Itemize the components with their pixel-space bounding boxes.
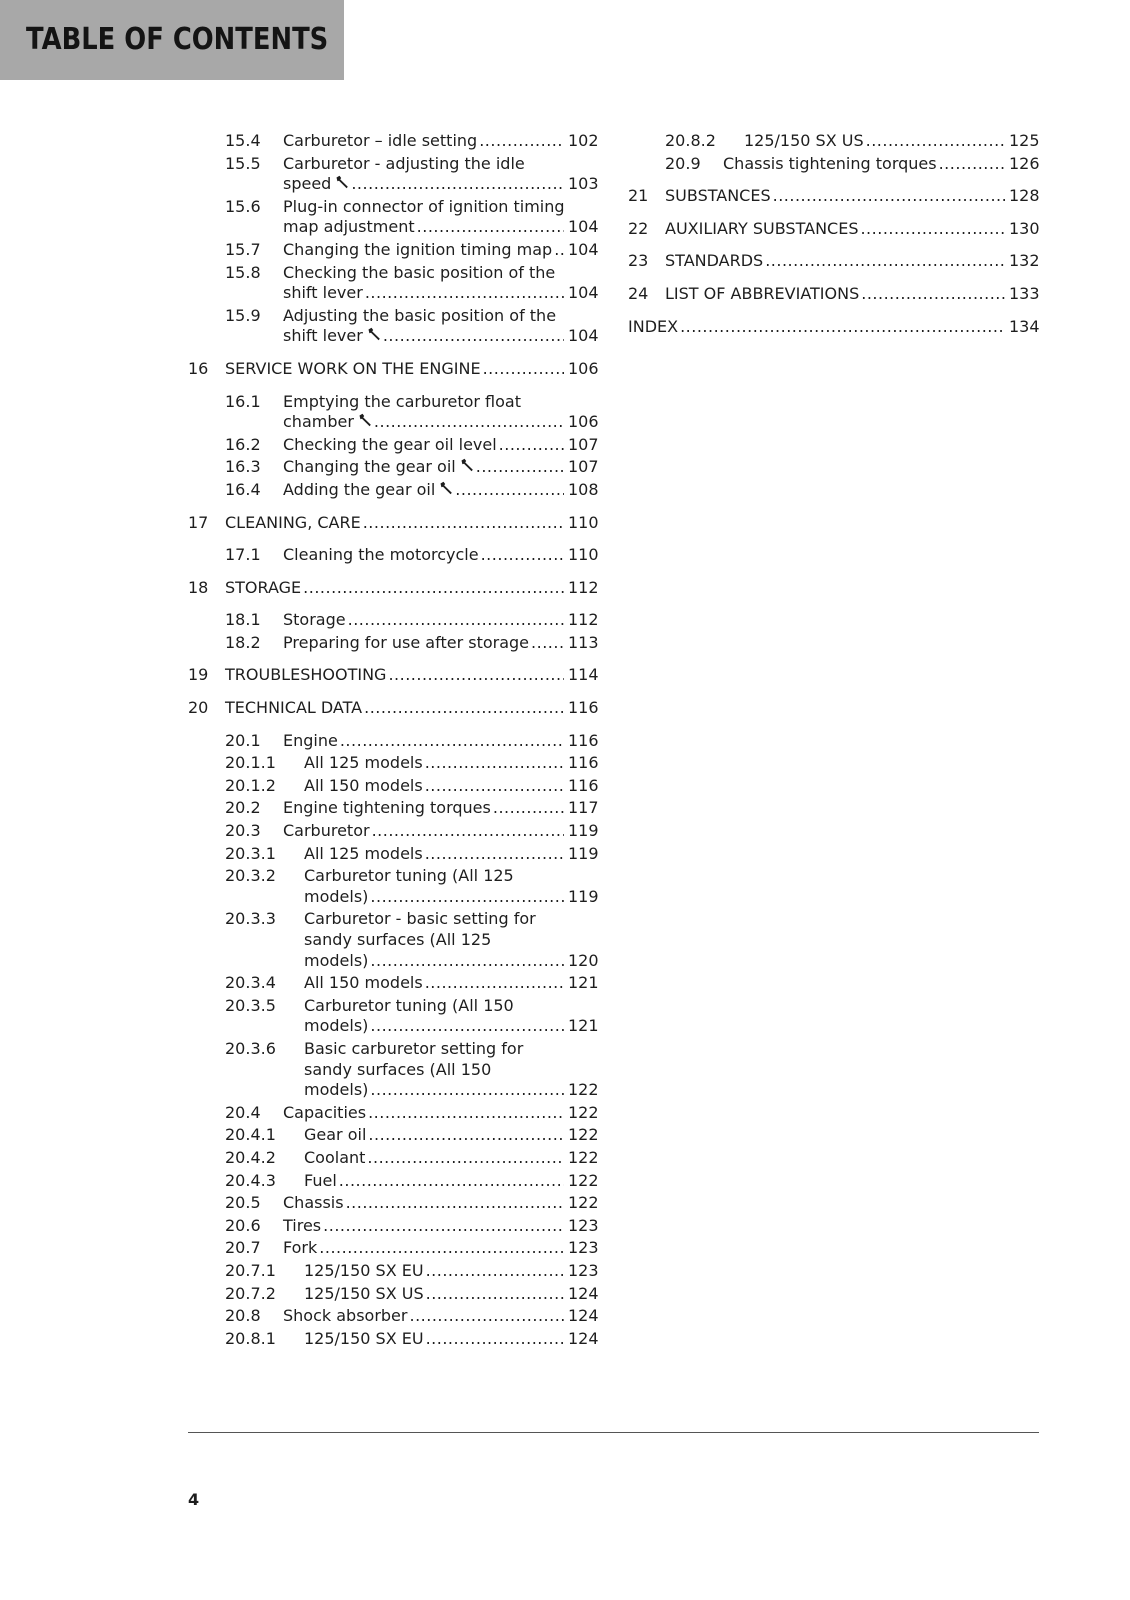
leader-dots [363, 513, 564, 534]
toc-entry[interactable] [188, 457, 598, 478]
toc-entry-number: 18 [188, 577, 209, 597]
leader-dots [425, 844, 564, 865]
toc-entry-number: 20.3 [225, 821, 261, 841]
toc-entry-title: chamber [283, 412, 354, 432]
toc-entry-page: 104 [568, 239, 599, 259]
leader-dots [370, 887, 564, 908]
toc-entry-title: Carburetor [283, 821, 370, 841]
toc-entry-page: 124 [568, 1306, 599, 1326]
toc-entry-number: 17 [188, 512, 209, 532]
toc-entry-number: 20.3.1 [225, 843, 276, 863]
toc-entry[interactable] [188, 1103, 598, 1124]
leader-dots [417, 217, 564, 238]
toc-entry-number: 17.1 [225, 545, 261, 565]
toc-entry[interactable] [188, 545, 598, 566]
toc-entry-page: 119 [568, 886, 599, 906]
leader-dots [303, 578, 564, 599]
toc-entry-title: Shock absorber [283, 1306, 408, 1326]
toc-entry-number: 15.7 [225, 239, 261, 259]
toc-entry-number: 18.2 [225, 632, 261, 652]
leader-dots [481, 545, 564, 566]
toc-entry-number: 20.1.1 [225, 753, 276, 773]
toc-entry-title: Preparing for use after storage [283, 632, 530, 652]
toc-entry-title: TROUBLESHOOTING [225, 665, 387, 685]
leader-dots [370, 951, 564, 972]
toc-entry-page: 114 [568, 665, 599, 685]
toc-entry-title: shift lever [283, 326, 363, 346]
toc-entry[interactable] [188, 844, 598, 865]
toc-entry-page: 102 [568, 131, 599, 150]
leader-dots [939, 154, 1005, 175]
leader-dots [479, 131, 564, 152]
toc-entry[interactable] [188, 1171, 598, 1192]
toc-entry-number: 20.4.2 [225, 1147, 276, 1167]
leader-dots [425, 753, 564, 774]
toc-entry-number: 15.6 [225, 196, 261, 216]
toc-entry-page: 110 [568, 512, 599, 532]
toc-entry-number: 19 [188, 665, 209, 685]
toc-entry-number: 20.4.3 [225, 1170, 276, 1190]
toc-entry-page: 103 [568, 174, 599, 194]
toc-entry[interactable] [188, 1284, 598, 1305]
toc-entry[interactable] [188, 1039, 598, 1101]
toc-entry-number: 24 [628, 283, 649, 303]
toc-entry-page: 119 [568, 843, 599, 863]
toc-entry-number: 20.3.2 [225, 866, 276, 886]
toc-entry-title: All 150 models [304, 775, 423, 795]
toc-entry-page: 121 [568, 1016, 599, 1036]
toc-entry-title: sandy surfaces (All 125 [304, 930, 492, 949]
toc-entry-title: STORAGE [225, 577, 302, 597]
page-title: TABLE OF CONTENTS [26, 22, 329, 57]
toc-entry-page: 110 [568, 545, 599, 565]
toc-entry-page: 113 [568, 632, 599, 652]
toc-entry-page: 123 [568, 1260, 599, 1280]
toc-entry-page: 123 [568, 1215, 599, 1235]
toc-entry[interactable] [628, 317, 1039, 338]
page-number: 4 [188, 1490, 200, 1509]
toc-entry-number: 20.9 [665, 153, 701, 173]
toc-entry[interactable] [188, 698, 598, 719]
toc-entry-title: Engine [283, 730, 338, 750]
toc-entry-page: 116 [568, 730, 599, 750]
toc-entry-number: 16 [188, 358, 209, 378]
toc-entry[interactable] [188, 1125, 598, 1146]
toc-entry-title: Chassis tightening torques [723, 153, 937, 173]
toc-entry-title: Gear oil [304, 1125, 367, 1145]
toc-entry-page: 108 [568, 479, 599, 499]
toc-entry-page: 123 [568, 1238, 599, 1258]
toc-entry-title: models) [304, 950, 369, 970]
toc-entry-title: INDEX [628, 316, 679, 336]
toc-entry[interactable] [188, 263, 598, 304]
toc-entry-title: LIST OF ABBREVIATIONS [665, 283, 860, 303]
toc-entry-title: models) [304, 886, 369, 906]
toc-entry-number: 16.3 [225, 457, 261, 477]
toc-entry-page: 124 [568, 1328, 599, 1348]
toc-entry-page: 107 [568, 434, 599, 454]
leader-dots [368, 1125, 564, 1146]
toc-entry-page: 112 [568, 577, 599, 597]
toc-entry-number: 18.1 [225, 610, 261, 630]
toc-entry-number: 20.3.3 [225, 909, 276, 929]
leader-dots [866, 131, 1005, 152]
toc-entry-page: 122 [568, 1125, 599, 1145]
toc-entry-number: 20.7.1 [225, 1260, 276, 1280]
toc-entry[interactable] [188, 154, 598, 195]
toc-entry[interactable] [188, 1329, 598, 1350]
leader-dots [364, 698, 564, 719]
toc-entry-title: Basic carburetor setting for [304, 1038, 524, 1058]
toc-entry[interactable] [188, 435, 598, 456]
toc-entry[interactable] [188, 1261, 598, 1282]
toc-entry-page: 112 [568, 610, 599, 630]
toc-entry-title: TECHNICAL DATA [225, 698, 363, 718]
toc-entry-title: Adjusting the basic position of the [283, 305, 557, 325]
toc-entry-number: 15.5 [225, 153, 261, 173]
toc-entry-title: Emptying the carburetor float [283, 391, 521, 411]
toc-entry-title: Engine tightening torques [283, 798, 491, 818]
leader-dots [367, 1148, 564, 1169]
toc-entry-page: 104 [568, 217, 599, 237]
leader-dots [351, 174, 564, 195]
toc-entry-title: Carburetor - basic setting for [304, 909, 536, 929]
toc-entry-title: speed [283, 174, 332, 194]
toc-entry-page: 117 [568, 798, 599, 818]
leader-dots [426, 1284, 564, 1305]
toc-entry-title: 125/150 SX US [744, 131, 864, 150]
toc-entry-number: 20.7.2 [225, 1283, 276, 1303]
toc-entry-title: SERVICE WORK ON THE ENGINE [225, 358, 481, 378]
toc-entry-page: 104 [568, 283, 599, 303]
toc-entry[interactable] [188, 776, 598, 797]
toc-entry[interactable] [188, 240, 598, 261]
toc-entry[interactable] [188, 578, 598, 599]
leader-dots [773, 186, 1005, 207]
toc-entry[interactable] [188, 197, 598, 238]
toc-entry-title: All 150 models [304, 973, 423, 993]
toc-column-left [188, 131, 598, 1349]
toc-entry-page: 116 [568, 698, 599, 718]
toc-entry-title: STANDARDS [665, 251, 764, 271]
toc-entry[interactable] [188, 392, 598, 433]
toc-entry-page: 119 [568, 821, 599, 841]
toc-entry-number: 20.4 [225, 1102, 261, 1122]
toc-entry-page: 116 [568, 753, 599, 773]
toc-entry[interactable] [628, 219, 1039, 240]
toc-entry[interactable] [188, 731, 598, 752]
toc-entry-number: 21 [628, 186, 649, 206]
toc-entry-page: 122 [568, 1102, 599, 1122]
leader-dots [319, 1238, 564, 1259]
toc-entry-number: 15.4 [225, 131, 261, 150]
toc-entry-title: shift lever [283, 283, 363, 303]
toc-entry-number: 16.2 [225, 434, 261, 454]
leader-dots [861, 284, 1005, 305]
leader-dots [425, 973, 564, 994]
toc-entry-title: 125/150 SX US [304, 1283, 424, 1303]
toc-entry-number: 23 [628, 251, 649, 271]
header-bar [0, 0, 344, 80]
toc-entry[interactable] [628, 284, 1039, 305]
toc-entry-title: Carburetor – idle setting [283, 131, 478, 150]
toc-entry[interactable] [188, 753, 598, 774]
toc-entry-page: 128 [1009, 186, 1040, 206]
toc-entry-title: Capacities [283, 1102, 367, 1122]
leader-dots [493, 798, 564, 819]
toc-entry[interactable] [628, 154, 1039, 175]
toc-entry-title: sandy surfaces (All 150 [304, 1059, 492, 1079]
leader-dots [340, 731, 564, 752]
toc-entry-page: 134 [1009, 316, 1040, 336]
toc-entry-page: 122 [568, 1170, 599, 1190]
toc-entry[interactable] [188, 633, 598, 654]
leader-dots [680, 317, 1005, 338]
toc-entry-number: 22 [628, 218, 649, 238]
toc-column-right [628, 131, 1039, 337]
toc-entry-title: Carburetor tuning (All 150 [304, 995, 514, 1015]
toc-entry-page: 124 [568, 1283, 599, 1303]
toc-entry-number: 20.7 [225, 1238, 261, 1258]
toc-entry-number: 20.8.2 [665, 131, 716, 150]
toc-entry[interactable] [188, 480, 598, 501]
leader-dots [554, 240, 564, 261]
toc-entry[interactable] [188, 909, 598, 971]
toc-entry[interactable] [188, 610, 598, 631]
toc-entry-number: 15.8 [225, 262, 261, 282]
footer-rule [188, 1432, 1039, 1433]
leader-dots [383, 326, 564, 347]
toc-entry-title: Cleaning the motorcycle [283, 545, 479, 565]
leader-dots [365, 283, 564, 304]
toc-entry[interactable] [188, 1193, 598, 1214]
toc-entry[interactable] [188, 973, 598, 994]
toc-entry-number: 20.1.2 [225, 775, 276, 795]
toc-entry-page: 133 [1009, 283, 1040, 303]
toc-entry-page: 106 [568, 358, 599, 378]
toc-entry-number: 20.6 [225, 1215, 261, 1235]
toc-entry-page: 122 [568, 1193, 599, 1213]
leader-dots [374, 412, 564, 433]
toc-entry-number: 16.4 [225, 479, 261, 499]
toc-entry-title: Chassis [283, 1193, 344, 1213]
toc-entry-page: 116 [568, 775, 599, 795]
toc-entry-number: 20.4.1 [225, 1125, 276, 1145]
toc-entry-title: Plug-in connector of ignition timing [283, 196, 565, 216]
wrench-icon [367, 326, 381, 340]
toc-entry[interactable] [188, 1238, 598, 1259]
toc-entry-number: 20.3.4 [225, 973, 276, 993]
toc-entry-title: Carburetor tuning (All 125 [304, 866, 514, 886]
toc-entry-title: 125/150 SX EU [304, 1260, 424, 1280]
toc-entry-page: 104 [568, 326, 599, 346]
leader-dots [426, 1329, 564, 1350]
toc-entry-page: 126 [1009, 153, 1040, 173]
leader-dots [346, 1193, 564, 1214]
leader-dots [765, 251, 1005, 272]
toc-entry-title: CLEANING, CARE [225, 512, 361, 532]
toc-entry-number: 20.5 [225, 1193, 261, 1213]
toc-entry-title: All 125 models [304, 843, 423, 863]
toc-entry-page: 107 [568, 457, 599, 477]
wrench-icon [358, 412, 372, 426]
leader-dots [860, 219, 1005, 240]
toc-entry-title: Carburetor - adjusting the idle [283, 153, 525, 173]
toc-entry[interactable] [628, 186, 1039, 207]
toc-entry-page: 120 [568, 950, 599, 970]
leader-dots [388, 665, 564, 686]
toc-entry-number: 20.8 [225, 1306, 261, 1326]
toc-entry-title: Checking the basic position of the [283, 262, 556, 282]
toc-entry-title: map adjustment [283, 217, 415, 237]
toc-entry[interactable] [188, 306, 598, 347]
toc-entry-page: 121 [568, 973, 599, 993]
toc-entry-title: Fuel [304, 1170, 337, 1190]
leader-dots [455, 480, 564, 501]
toc-entry-number: 20.3.5 [225, 995, 276, 1015]
toc-entry-page: 125 [1009, 131, 1040, 150]
leader-dots [426, 1261, 564, 1282]
toc-entry-title: AUXILIARY SUBSTANCES [665, 218, 859, 238]
toc-entry[interactable] [188, 1216, 598, 1237]
toc-entry-page: 122 [568, 1080, 599, 1100]
leader-dots [348, 610, 564, 631]
leader-dots [425, 776, 564, 797]
leader-dots [409, 1306, 564, 1327]
toc-entry[interactable] [188, 513, 598, 534]
wrench-icon [335, 174, 349, 188]
wrench-icon [439, 480, 453, 494]
toc-entry-title: All 125 models [304, 753, 423, 773]
leader-dots [370, 1016, 564, 1037]
leader-dots [323, 1216, 564, 1237]
toc-entry[interactable] [188, 1306, 598, 1327]
toc-entry-title: Adding the gear oil [283, 479, 436, 499]
toc-entry-page: 132 [1009, 251, 1040, 271]
toc-entry-number: 15.9 [225, 305, 261, 325]
toc-entry-title: models) [304, 1016, 369, 1036]
toc-entry-number: 20.3.6 [225, 1038, 276, 1058]
leader-dots [531, 633, 564, 654]
toc-entry-title: Fork [283, 1238, 318, 1258]
toc-entry-title: SUBSTANCES [665, 186, 771, 206]
leader-dots [370, 1080, 564, 1101]
toc-entry-title: Storage [283, 610, 346, 630]
toc-entry-number: 20.8.1 [225, 1328, 276, 1348]
toc-entry-page: 122 [568, 1147, 599, 1167]
toc-entry-title: Tires [283, 1215, 322, 1235]
toc-entry-page: 130 [1009, 218, 1040, 238]
toc-entry[interactable] [188, 866, 598, 907]
toc-entry[interactable] [188, 821, 598, 842]
toc-entry-title: models) [304, 1080, 369, 1100]
toc-entry[interactable] [628, 131, 1039, 152]
leader-dots [339, 1171, 564, 1192]
toc-entry[interactable] [188, 798, 598, 819]
toc-entry[interactable] [628, 251, 1039, 272]
toc-entry-title: Coolant [304, 1147, 366, 1167]
toc-entry-page: 106 [568, 412, 599, 432]
toc-entry-title: Changing the ignition timing map [283, 239, 553, 259]
toc-entry[interactable] [188, 1148, 598, 1169]
toc-entry-number: 16.1 [225, 391, 261, 411]
leader-dots [499, 435, 564, 456]
toc-entry[interactable] [188, 359, 598, 380]
toc-entry[interactable] [188, 131, 598, 152]
toc-entry-title: Changing the gear oil [283, 457, 456, 477]
toc-entry[interactable] [188, 665, 598, 686]
wrench-icon [460, 457, 474, 471]
leader-dots [483, 359, 564, 380]
toc-entry-number: 20.1 [225, 730, 261, 750]
toc-entry-title: 125/150 SX EU [304, 1328, 424, 1348]
leader-dots [372, 821, 564, 842]
leader-dots [476, 457, 564, 478]
toc-entry-number: 20 [188, 698, 209, 718]
toc-entry-number: 20.2 [225, 798, 261, 818]
toc-entry[interactable] [188, 996, 598, 1037]
leader-dots [368, 1103, 564, 1124]
toc-entry-title: Checking the gear oil level [283, 434, 497, 454]
